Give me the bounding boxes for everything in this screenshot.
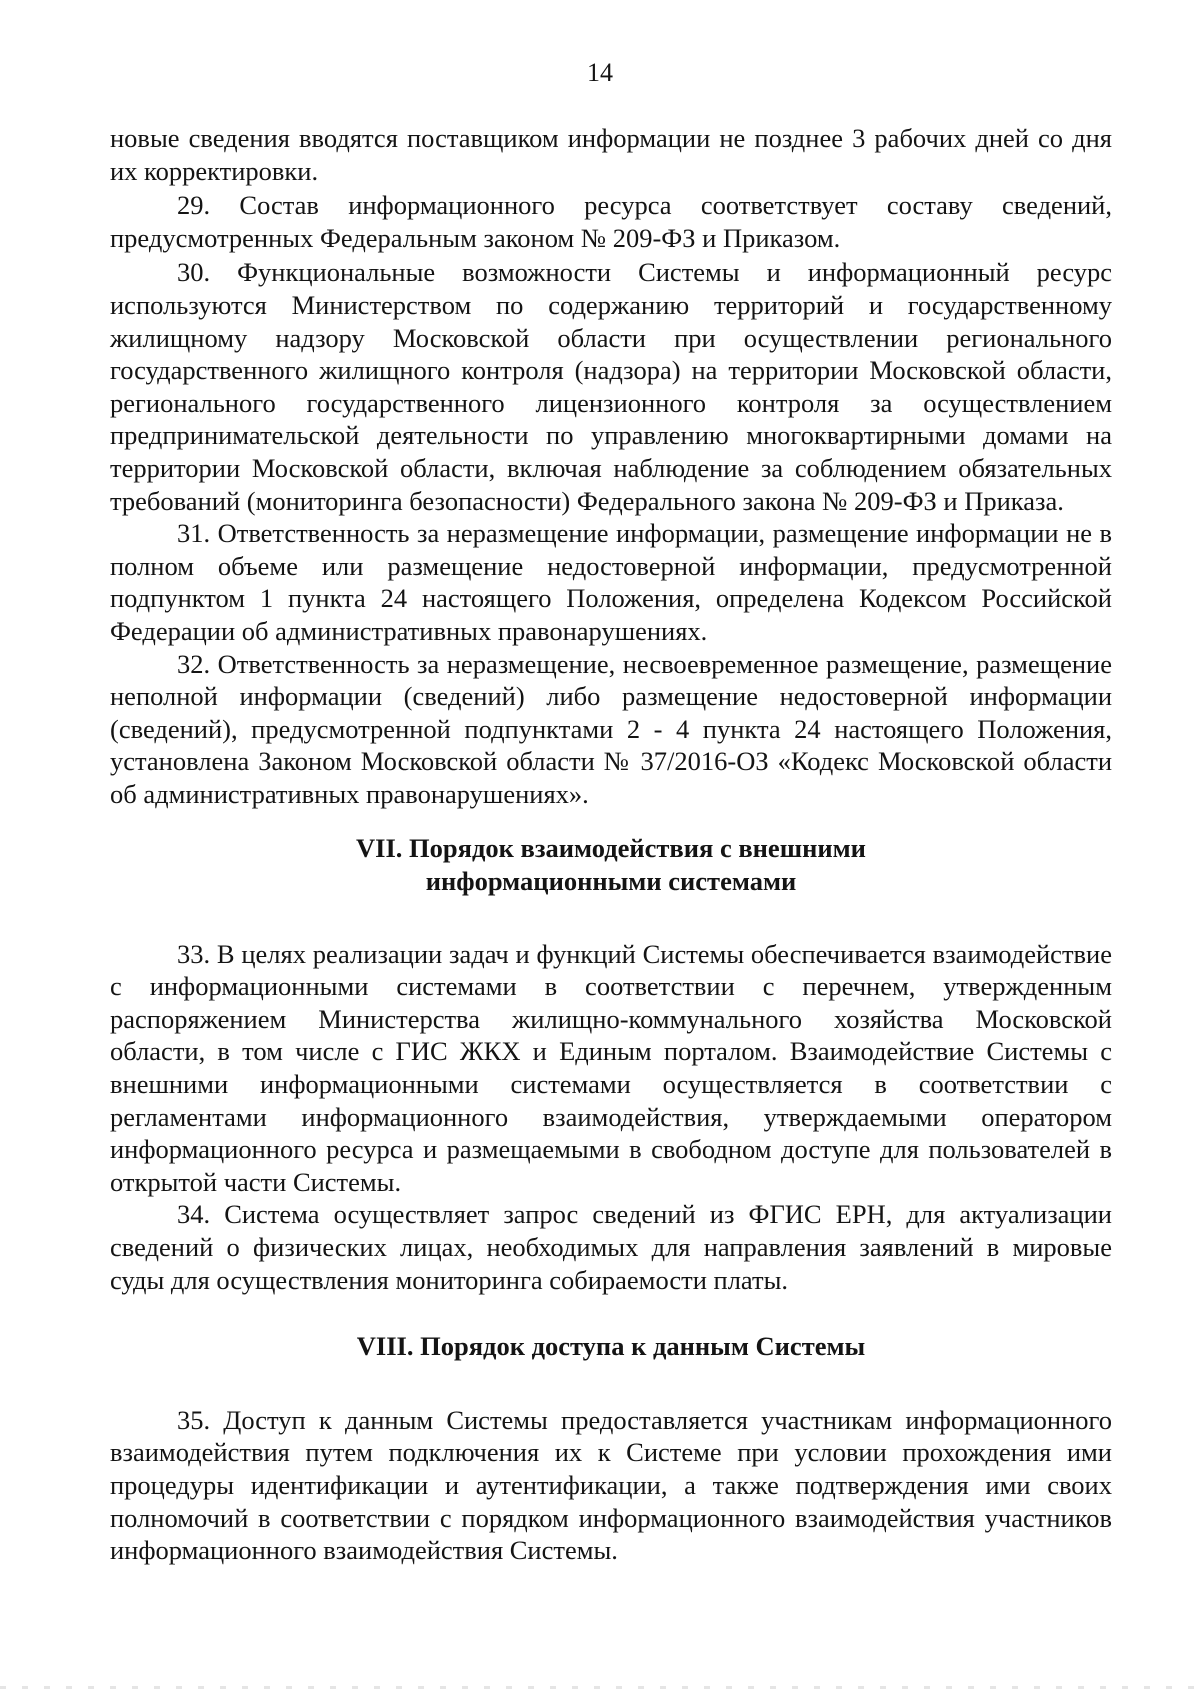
section-vii-heading-line1: VII. Порядок взаимодействия с внешними xyxy=(356,833,866,864)
section-viii-heading: VIII. Порядок доступа к данным Системы xyxy=(356,1331,866,1362)
page-number: 14 xyxy=(587,58,613,87)
paragraph-31: 31. Ответственность за неразмещение информации, размещение информации не в полном объеме или размещение недостоверной информации, предусмотренной подпунктом 1 пункта 24 настоящего Положения, определена Кодексом Российской Федерации об административных правонарушениях. xyxy=(110,518,1112,646)
paragraph-32: 32. Ответственность за неразмещение, несвоевременное размещение, размещение неполной информации (сведений) либо размещение недостоверной информации (сведений), предусмотренной подпунктами 2 - 4 пункта 24 настоящего Положения, установлена Законом Московской области № 37/2016-ОЗ «Кодекс Московской области об административных правонарушениях». xyxy=(110,648,1112,809)
section-vii-heading xyxy=(110,832,1112,897)
document-body xyxy=(110,122,1112,1567)
paragraph-35: 35. Доступ к данным Системы предоставляется участникам информационного взаимодействия путем подключения их к Системе при условии прохождения ими процедуры идентификации и аутентификации, а также подтверждения ими своих полномочий в соответствии с порядком информационного взаимодействия участников информационного взаимодействия Системы. xyxy=(110,1404,1112,1566)
paragraph-29: 29. Состав информационного ресурса соответствует составу сведений, предусмотренных Федеральным законом № 209-ФЗ и Приказом. xyxy=(110,190,1112,253)
paragraph-34: 34. Система осуществляет запрос сведений из ФГИС ЕРН, для актуализации сведений о физических лицах, необходимых для направления заявлений в мировые суды для осуществления мониторинга собираемости платы. xyxy=(110,1199,1112,1295)
section-vii-heading-line2: информационными системами xyxy=(425,866,797,897)
paragraph-28-continuation: новые сведения вводятся поставщиком информации не позднее 3 рабочих дней со дня их корректировки. xyxy=(110,123,1112,186)
scan-edge-noise xyxy=(0,1686,1200,1689)
paragraph-30: 30. Функциональные возможности Системы и информационный ресурс используются Министерством по содержанию территорий и государственному жилищному надзору Московской области при осуществлении регионального государственного жилищного контроля (надзора) на территории Московской области, регионального государственного лицензионного контроля за осуществлением предпринимательской деятельности по управлению многоквартирными домами на территории Московской области, включая наблюдение за соблюдением обязательных требований (мониторинга безопасности) Федерального закона № 209-ФЗ и Приказа. xyxy=(110,257,1112,516)
paragraph-33: 33. В целях реализации задач и функций Системы обеспечивается взаимодействие с информационными системами в соответствии с перечнем, утвержденным распоряжением Министерства жилищно-коммунального хозяйства Московской области, в том числе с ГИС ЖКХ и Единым порталом. Взаимодействие Системы с внешними информационными системами осуществляется в соответствии с регламентами информационного взаимодействия, утверждаемыми оператором информационного ресурса и размещаемыми в свободном доступе для пользователей в открытой части Системы. xyxy=(110,938,1112,1197)
